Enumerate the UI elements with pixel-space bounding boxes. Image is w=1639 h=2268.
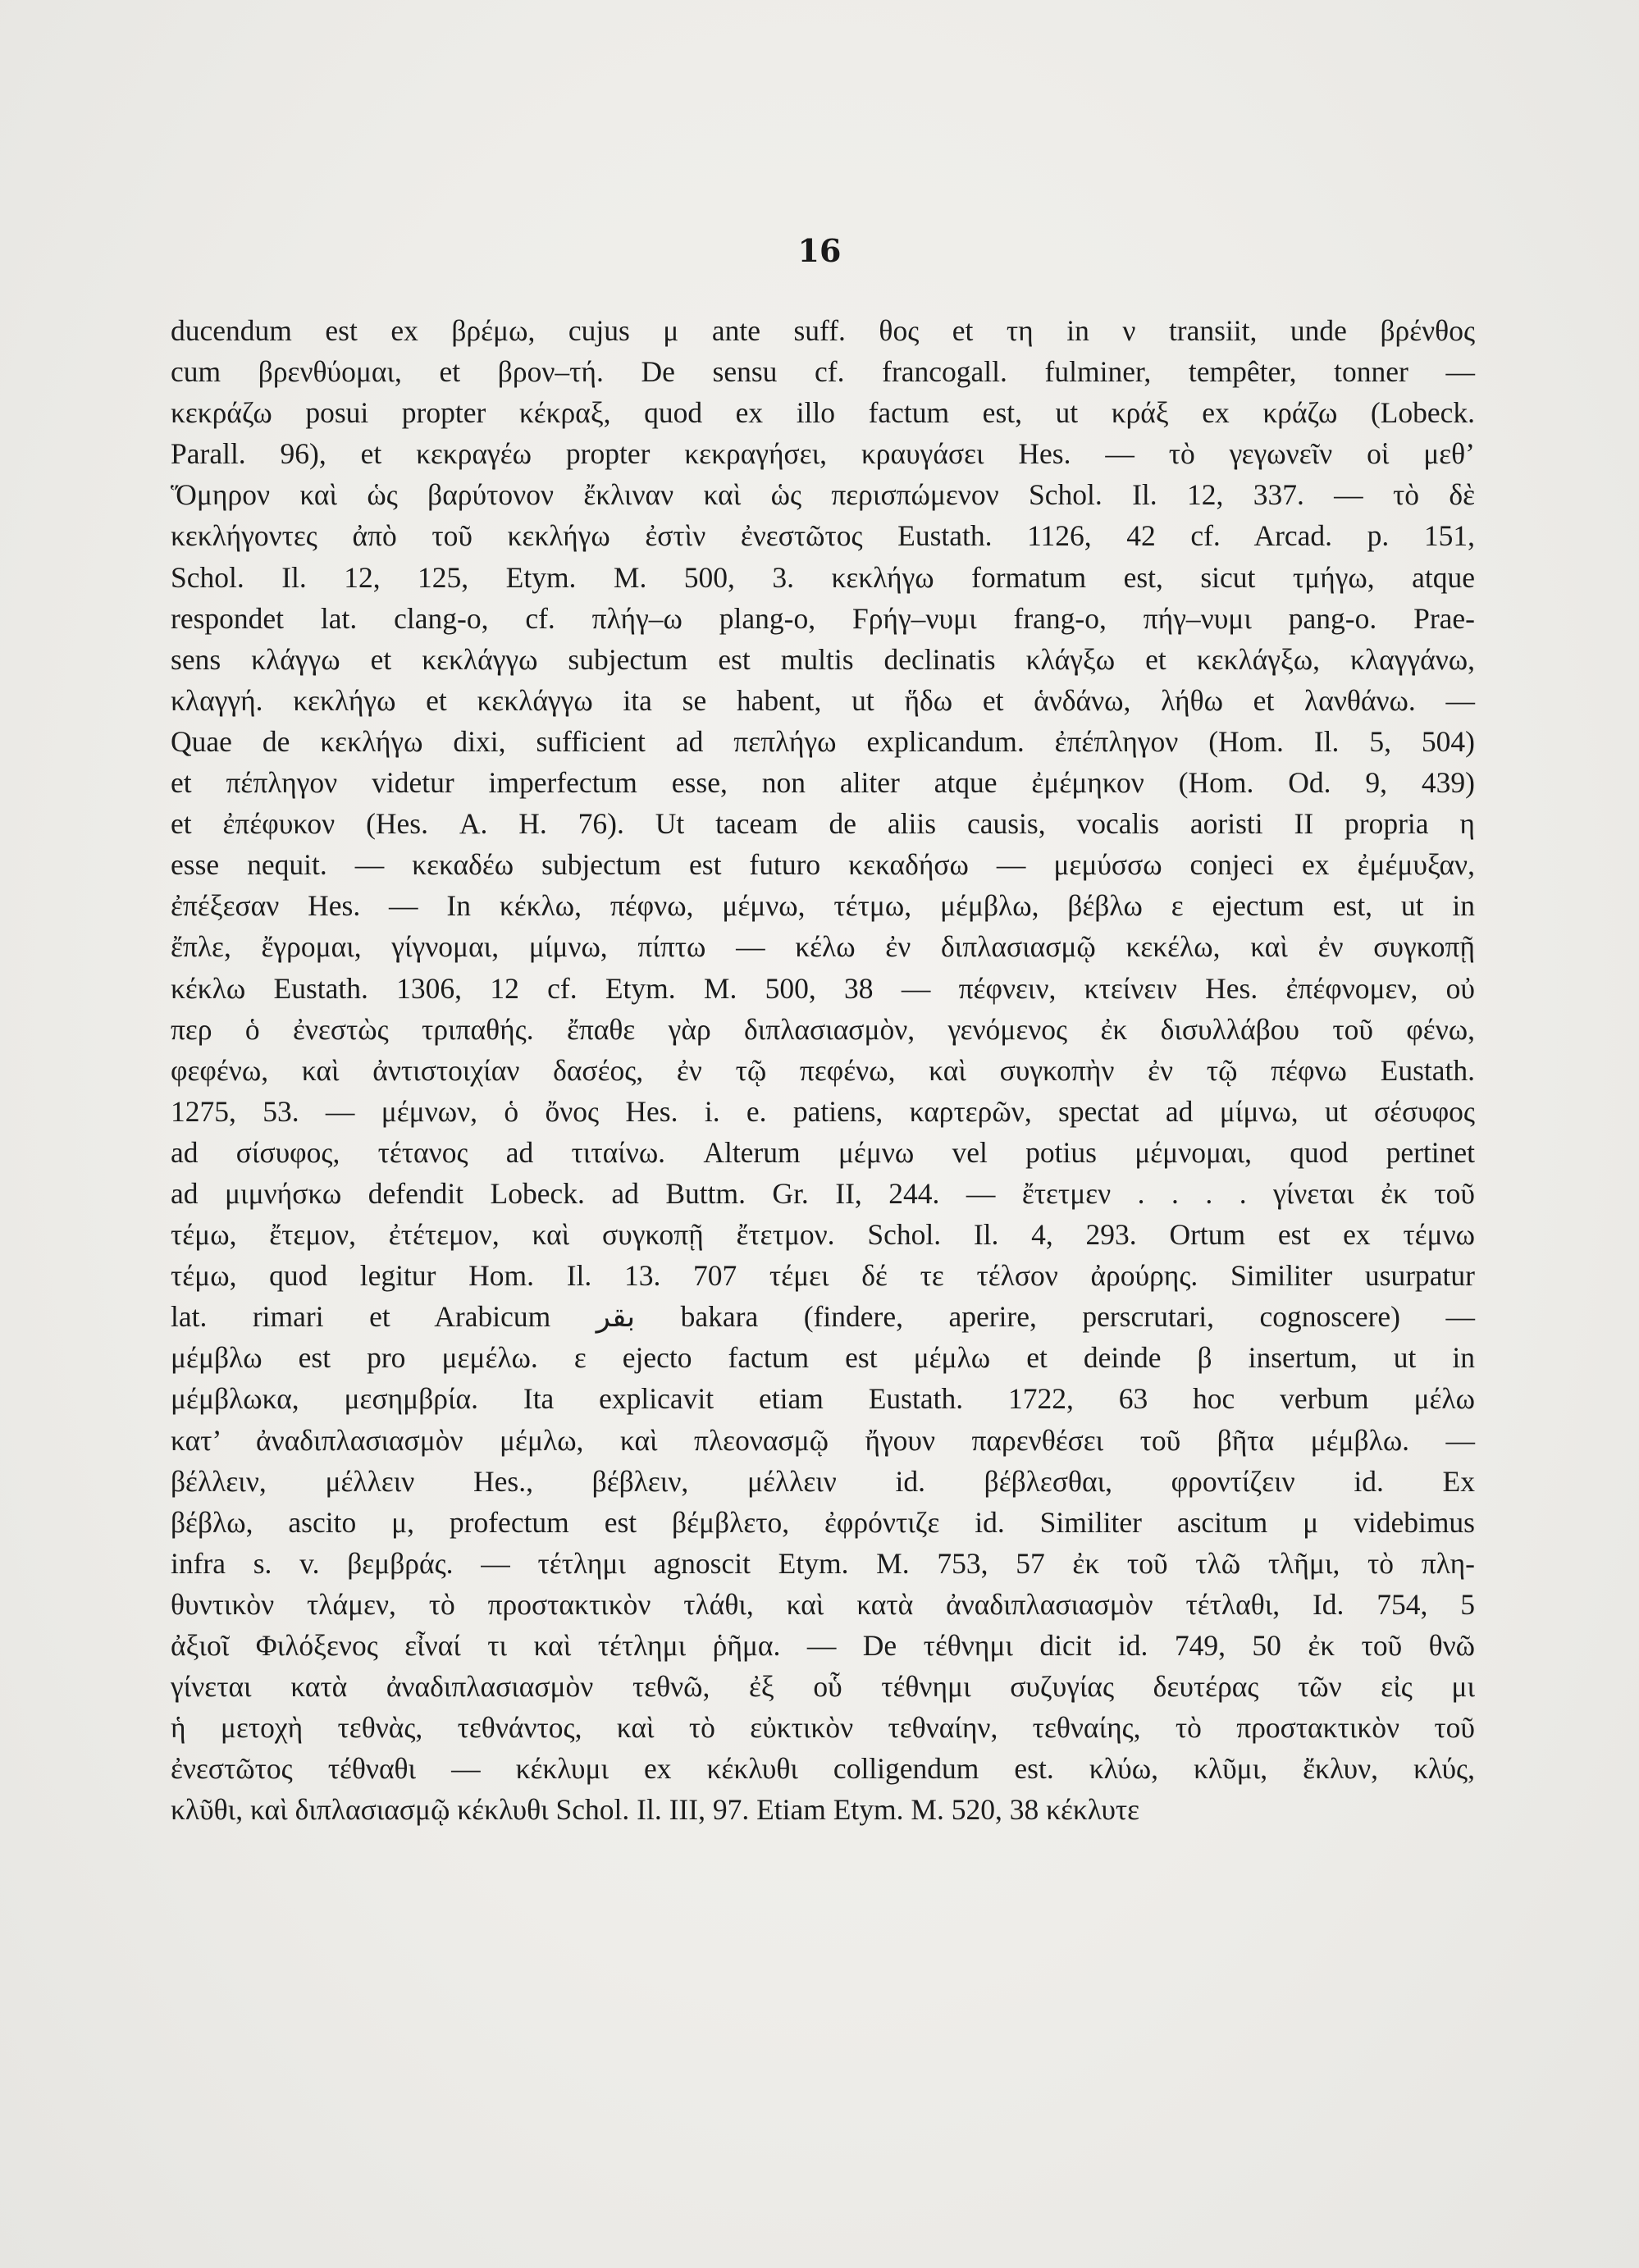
page-number: 16 xyxy=(797,232,842,269)
text-line-27: μέμβλωκα, μεσημβρία. Ita explicavit etiam Eustath. 1722, 63 hoc verbum μέλω xyxy=(171,1382,1475,1416)
text-line-36: ἐνεστῶτος τέθναθι — κέκλυμι ex κέκλυθι colligendum est. κλύω, κλῦμι, ἔκλυν, κλύς, xyxy=(171,1752,1475,1786)
text-line-30: βέβλω, ascito μ, profectum est βέμβλετο, ἐφρόντιζε id. Similiter ascitum μ videbimus xyxy=(171,1505,1475,1539)
text-line-02: cum βρενθύομαι, et βρον–τή. De sensu cf. francogall. fulminer, tempêter, tonner — xyxy=(171,355,1475,389)
text-line-26: μέμβλω est pro μεμέλω. ε ejecto factum est μέμλω et deinde β insertum, ut in xyxy=(171,1341,1475,1375)
text-line-25: lat. rimari et Arabicum بقر bakara (findere, aperire, perscrutari, cognoscere) — xyxy=(171,1300,1475,1334)
text-line-04: Parall. 96), et κεκραγέω propter κεκραγήσει, κραυγάσει Hes. — τὸ γεγωνεῖν οἱ μεθ’ xyxy=(171,437,1475,471)
text-line-01: ducendum est ex βρέμω, cujus μ ante suff. θος et τη in ν transiit, unde βρένθος xyxy=(171,314,1475,347)
text-line-20: 1275, 53. — μέμνων, ὁ ὄνος Hes. i. e. patiens, καρτερῶν, spectat ad μίμνω, ut σέσυφος xyxy=(171,1094,1475,1128)
text-line-09: sens κλάγγω et κεκλάγγω subjectum est multis declinatis κλάγξω et κεκλάγξω, κλαγγάνω, xyxy=(171,642,1475,676)
text-line-17: κέκλω Eustath. 1306, 12 cf. Etym. M. 500, 38 — πέφνειν, κτείνειν Hes. ἐπέφνομεν, οὐ xyxy=(171,971,1475,1005)
text-line-08: respondet lat. clang-o, cf. πλήγ–ω plang-o, Ϝρήγ–νυμι frang-o, πήγ–νυμι pang-o. Prae- xyxy=(171,601,1475,635)
text-line-35: ἡ μετοχὴ τεθνὰς, τεθνάντος, καὶ τὸ εὐκτικὸν τεθναίην, τεθναίης, τὸ προστακτικὸν τοῦ xyxy=(171,1711,1475,1745)
text-line-05: Ὅμηρον καὶ ὡς βαρύτονον ἔκλιναν καὶ ὡς περισπώμενον Schol. Il. 12, 337. — τὸ δὲ xyxy=(171,478,1475,512)
text-line-21: ad σίσυφος, τέτανος ad τιταίνω. Alterum μέμνω vel potius μέμνομαι, quod pertinet xyxy=(171,1135,1475,1169)
text-line-33: ἀξιοῖ Φιλόξενος εἶναί τι καὶ τέτλημι ῥῆμα. — De τέθνημι dicit id. 749, 50 ἐκ τοῦ θνῶ xyxy=(171,1629,1475,1662)
text-line-15: ἐπέξεσαν Hes. — In κέκλω, πέφνω, μέμνω, τέτμω, μέμβλω, βέβλω ε ejectum est, ut in xyxy=(171,889,1475,923)
text-line-07: Schol. Il. 12, 125, Etym. M. 500, 3. κεκλήγω formatum est, sicut τμήγω, atque xyxy=(171,560,1475,594)
text-line-10: κλαγγή. κεκλήγω et κεκλάγγω ita se habent, ut ἥδω et ἁνδάνω, λήθω et λανθάνω. — xyxy=(171,683,1475,717)
text-line-23: τέμω, ἔτεμον, ἐτέτεμον, καὶ συγκοπῇ ἔτετμον. Schol. Il. 4, 293. Ortum est ex τέμνω xyxy=(171,1218,1475,1252)
text-line-37: κλῦθι, καὶ διπλασιασμῷ κέκλυθι Schol. Il. III, 97. Etiam Etym. M. 520, 38 κέκλυτε xyxy=(171,1793,1140,1827)
text-line-12: et πέπληγον videtur imperfectum esse, non aliter atque ἐμέμηκον (Hom. Od. 9, 439) xyxy=(171,766,1475,800)
text-line-16: ἔπλε, ἔγρομαι, γίγνομαι, μίμνω, πίπτω — κέλω ἐν διπλασιασμῷ κεκέλω, καὶ ἐν συγκοπῇ xyxy=(171,930,1475,964)
text-line-29: βέλλειν, μέλλειν Hes., βέβλειν, μέλλειν id. βέβλεσθαι, φροντίζειν id. Ex xyxy=(171,1464,1475,1498)
text-line-28: κατ’ ἀναδιπλασιασμὸν μέμλω, καὶ πλεονασμῷ ἤγουν παρενθέσει τοῦ βῆτα μέμβλω. — xyxy=(171,1423,1475,1457)
text-line-24: τέμω, quod legitur Hom. Il. 13. 707 τέμει δέ τε τέλσον ἀρούρης. Similiter usurpatur xyxy=(171,1259,1475,1293)
body-text xyxy=(171,310,1475,1830)
text-line-11: Quae de κεκλήγω dixi, sufficient ad πεπλήγω explicandum. ἐπέπληγον (Hom. Il. 5, 504) xyxy=(171,724,1475,758)
text-line-06: κεκλήγοντες ἀπὸ τοῦ κεκλήγω ἐστὶν ἐνεστῶτος Eustath. 1126, 42 cf. Arcad. p. 151, xyxy=(171,519,1475,553)
text-line-31: infra s. v. βεμβράς. — τέτλημι agnoscit Etym. M. 753, 57 ἐκ τοῦ τλῶ τλῆμι, τὸ πλη- xyxy=(171,1546,1475,1580)
text-line-34: γίνεται κατὰ ἀναδιπλασιασμὸν τεθνῶ, ἐξ οὗ τέθνημι συζυγίας δευτέρας τῶν εἰς μι xyxy=(171,1670,1475,1704)
text-line-18: περ ὁ ἐνεστὼς τριπαθής. ἔπαθε γὰρ διπλασιασμὸν, γενόμενος ἐκ δισυλλάβου τοῦ φένω, xyxy=(171,1012,1475,1046)
text-line-19: φεφένω, καὶ ἀντιστοιχίαν δασέος, ἐν τῷ πεφένω, καὶ συγκοπὴν ἐν τῷ πέφνω Eustath. xyxy=(171,1053,1475,1087)
text-line-13: et ἐπέφυκον (Hes. Α. Η. 76). Ut taceam de aliis causis, vocalis aoristi II propria η xyxy=(171,807,1475,841)
text-line-14: esse nequit. — κεκαδέω subjectum est futuro κεκαδήσω — μεμύσσω conjeci ex ἐμέμυξαν, xyxy=(171,848,1475,882)
text-line-22: ad μιμνήσκω defendit Lobeck. ad Buttm. Gr. II, 244. — ἔτετμεν . . . . γίνεται ἐκ τοῦ xyxy=(171,1176,1475,1210)
text-line-03: κεκράζω posui propter κέκραξ, quod ex illo factum est, ut κράξ ex κράζω (Lobeck. xyxy=(171,396,1475,430)
text-line-32: θυντικὸν τλάμεν, τὸ προστακτικὸν τλάθι, καὶ κατὰ ἀναδιπλασιασμὸν τέτλαθι, Id. 754, 5 xyxy=(171,1587,1475,1621)
